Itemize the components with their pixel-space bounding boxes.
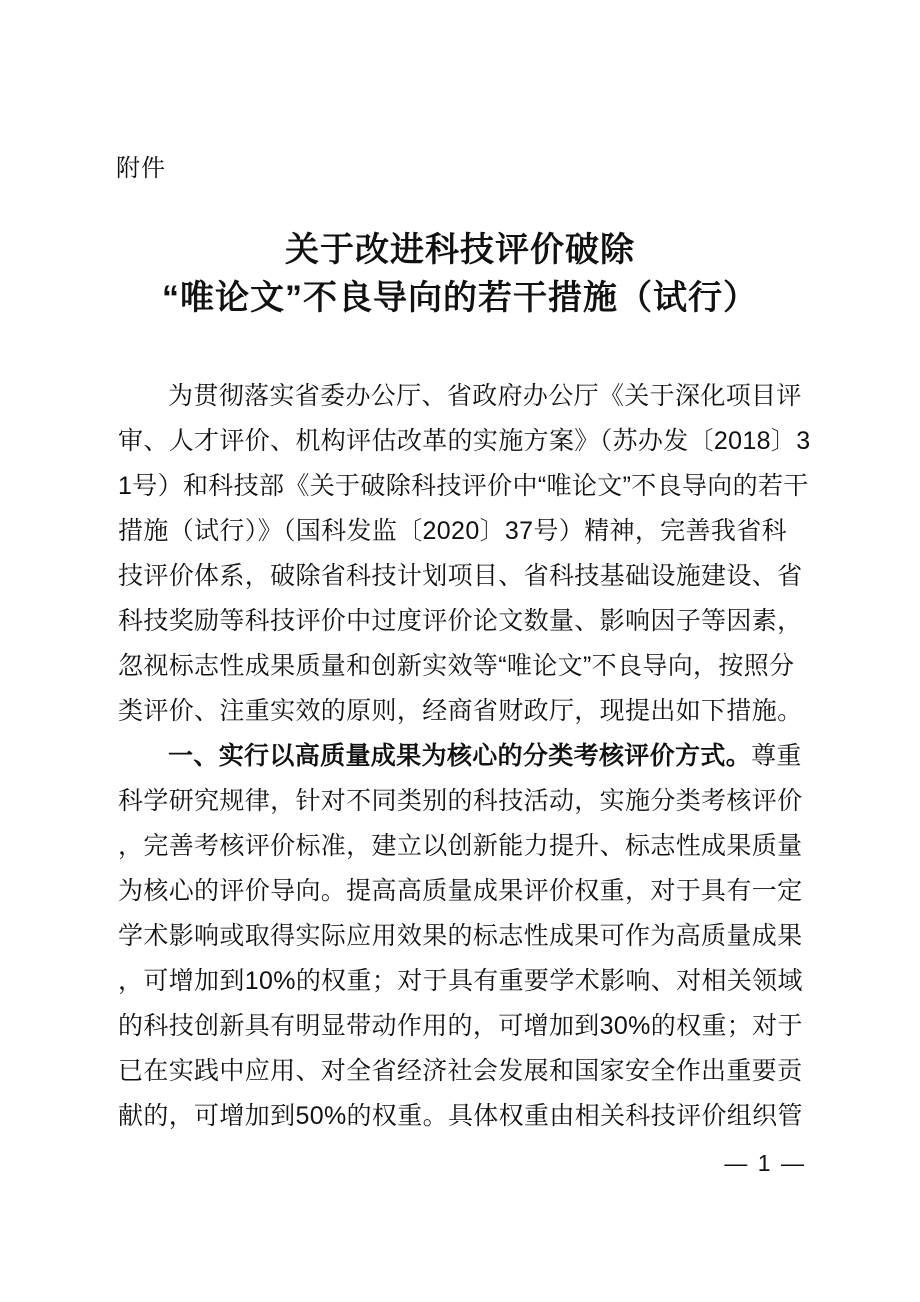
attachment-label: 附件 (116, 155, 166, 182)
body-line: 科技奖励等科技评价中过度评价论文数量、影响因子等因素， (118, 607, 803, 635)
body-line: 1号）和科技部《关于破除科技评价中“唯论文”不良导向的若干 (118, 472, 809, 500)
body-line: 献的，可增加到50%的权重。具体权重由相关科技评价组织管 (118, 1102, 803, 1130)
body-line (118, 734, 808, 779)
body-line: 忽视标志性成果质量和创新实效等“唯论文”不良导向，按照分 (118, 652, 795, 680)
body-line: 学术影响或取得实际应用效果的标志性成果可作为高质量成果 (118, 922, 803, 950)
section-heading: 一、实行以高质量成果为核心的分类考核评价方式。 (168, 742, 752, 770)
body-line: 为核心的评价导向。提高高质量成果评价权重，对于具有一定 (118, 877, 803, 905)
body-line: 为贯彻落实省委办公厅、省政府办公厅《关于深化项目评 (168, 382, 802, 410)
document-title (0, 226, 920, 322)
body-line: ，可增加到10%的权重；对于具有重要学术影响、对相关领域 (118, 967, 803, 995)
body-line: 的科技创新具有明显带动作用的，可增加到30%的权重；对于 (118, 1012, 803, 1040)
title-line-2: “唯论文”不良导向的若干措施（试行） (162, 279, 758, 317)
body-line: 类评价、注重实效的原则，经商省财政厅，现提出如下措施。 (118, 697, 803, 725)
body-line-text: 尊重 (751, 742, 802, 770)
body-line: ，完善考核评价标准，建立以创新能力提升、标志性成果质量 (118, 832, 803, 860)
document-body (118, 374, 811, 1139)
body-line: 已在实践中应用、对全省经济社会发展和国家安全作出重要贡 (118, 1057, 803, 1085)
title-line-1: 关于改进科技评价破除 (285, 231, 635, 269)
body-line: 措施（试行）》（国科发监〔2020〕37号）精神，完善我省科 (118, 517, 787, 545)
page-number: — 1 — (724, 1150, 806, 1176)
body-line: 技评价体系，破除省科技计划项目、省科技基础设施建设、省 (118, 562, 803, 590)
body-line: 审、人才评价、机构评估改革的实施方案》（苏办发〔2018〕3 (118, 427, 811, 455)
body-line: 科学研究规律，针对不同类别的科技活动，实施分类考核评价 (118, 787, 803, 815)
